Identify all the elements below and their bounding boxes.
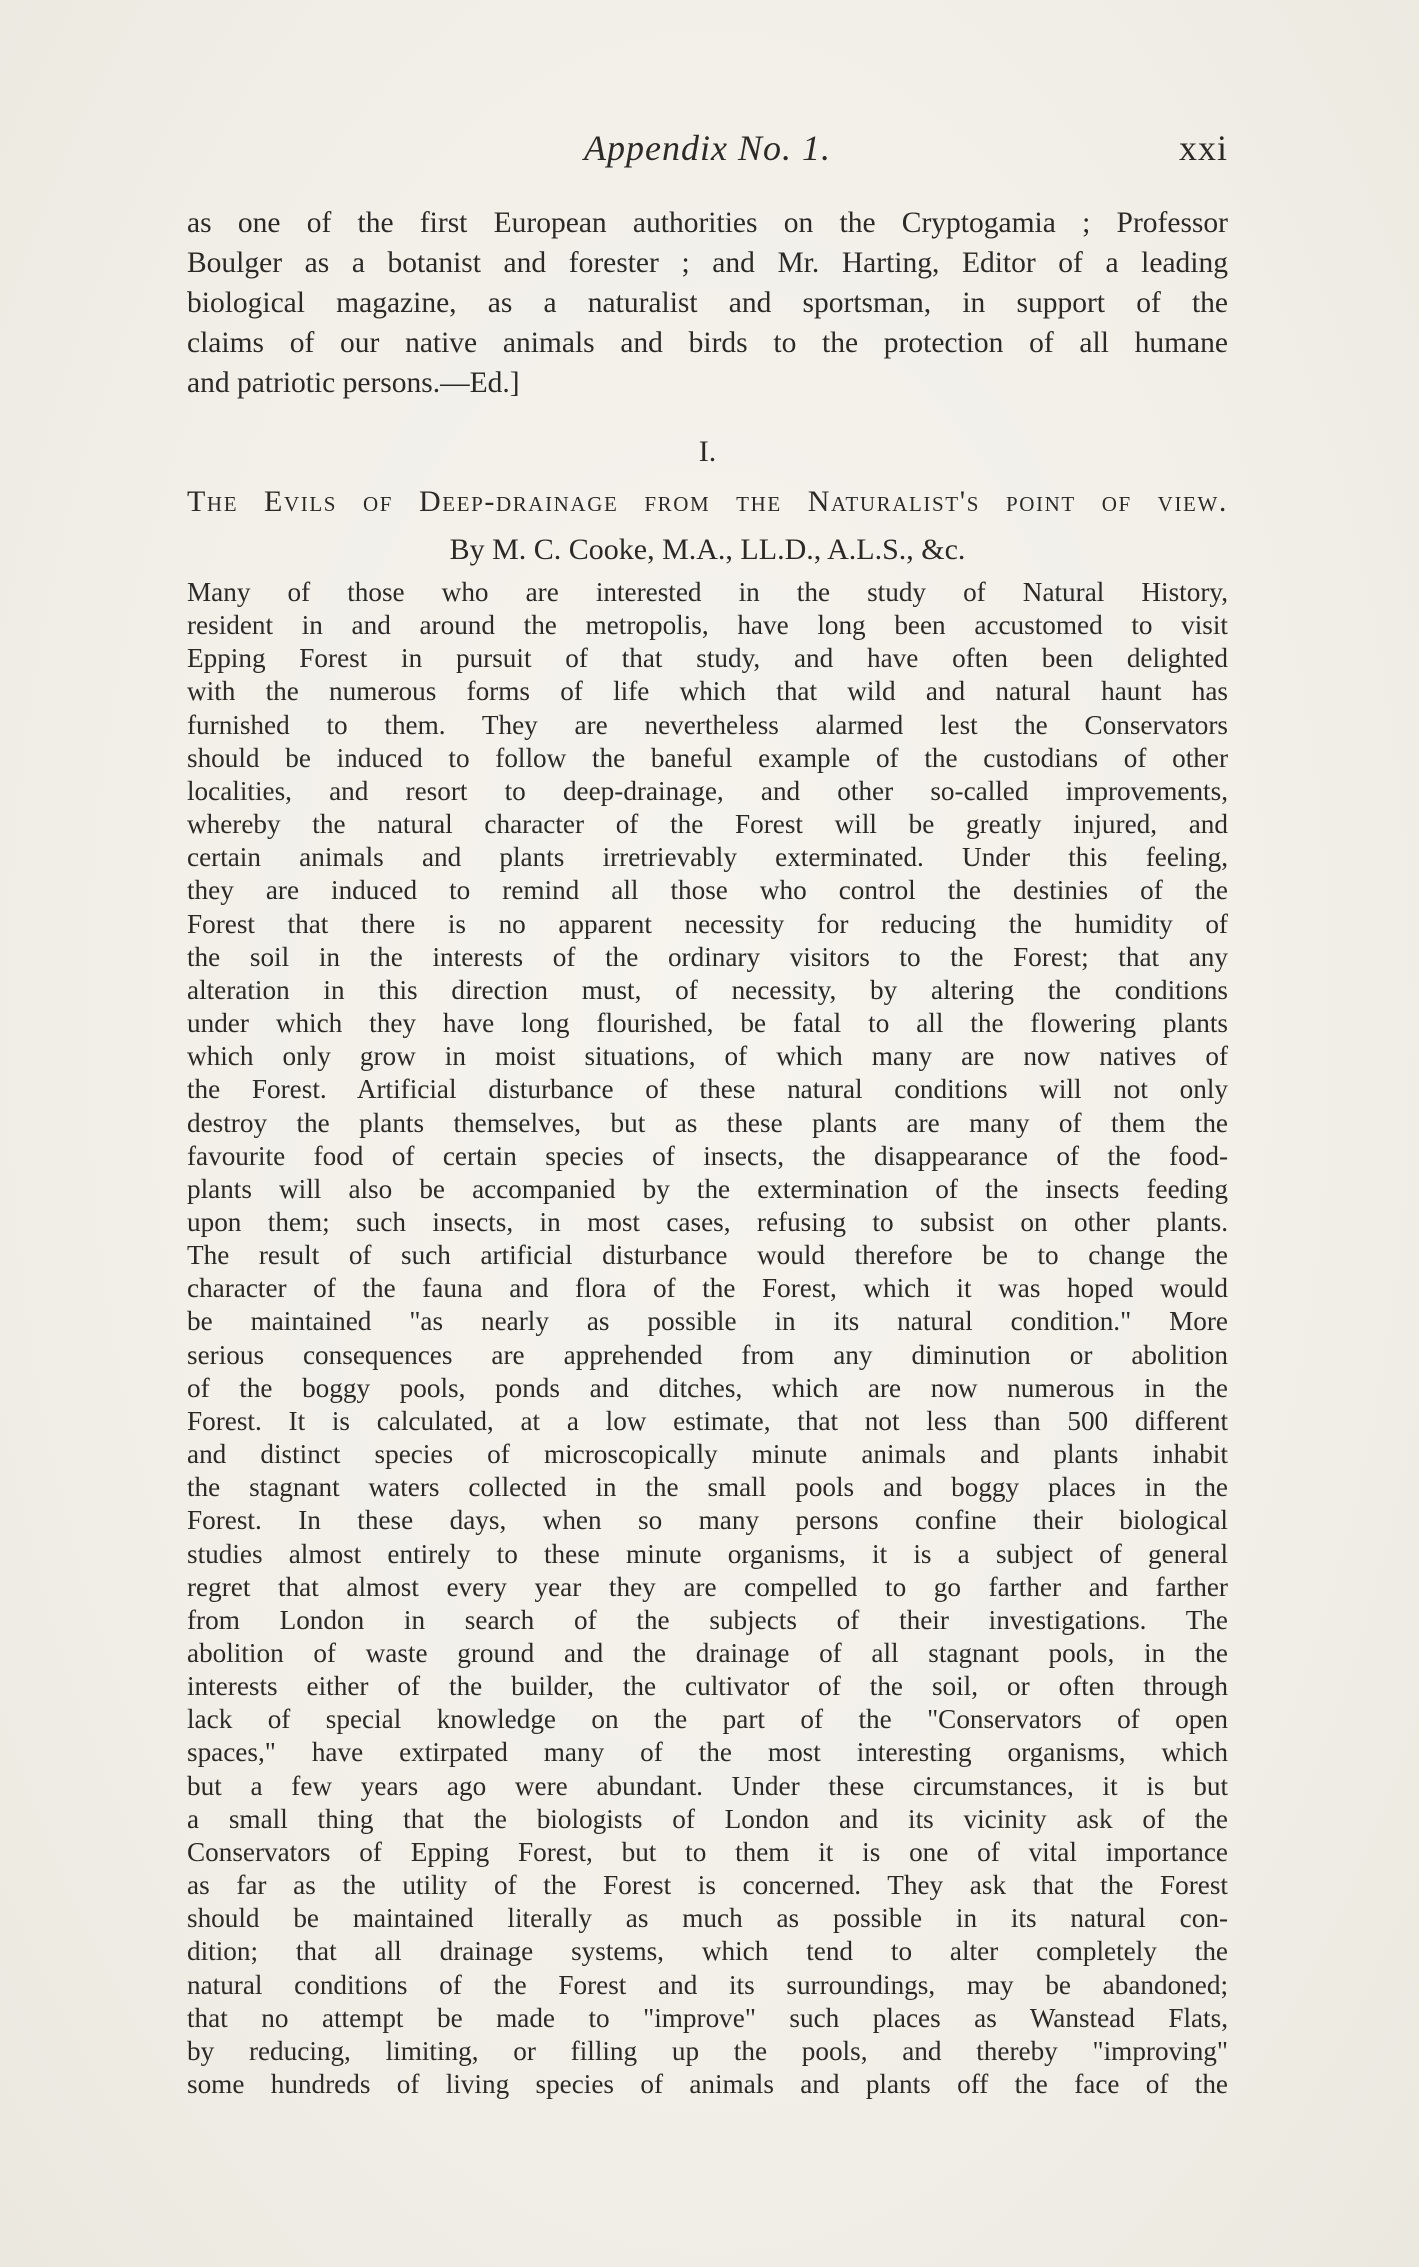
body-line: by reducing, limiting, or filling up the pools, and thereby "improving" <box>187 2035 1228 2066</box>
body-line: furnished to them. They are nevertheless alarmed lest the Conservators <box>187 709 1228 740</box>
body-line: Conservators of Epping Forest, but to them it is one of vital importance <box>187 1836 1228 1867</box>
body-line: should be induced to follow the baneful example of the custodians of other <box>187 742 1228 773</box>
body-line: natural conditions of the Forest and its surroundings, may be abandoned; <box>187 1969 1228 2000</box>
body-line: should be maintained literally as much as possible in its natural con- <box>187 1903 1228 1934</box>
body-line: localities, and resort to deep-drainage, and other so-called improvements, <box>187 775 1228 806</box>
body-line: lack of special knowledge on the part of the "Conservators of open <box>187 1704 1228 1735</box>
body-line: destroy the plants themselves, but as these plants are many of them the <box>187 1107 1228 1138</box>
intro-paragraph <box>187 203 1228 403</box>
body-line: Forest that there is no apparent necessity for reducing the humidity of <box>187 908 1228 939</box>
body-line: character of the fauna and flora of the Forest, which it was hoped would <box>187 1273 1228 1304</box>
running-title: Appendix No. 1. <box>584 128 831 168</box>
body-line: but a few years ago were abundant. Under these circumstances, it is but <box>187 1770 1228 1801</box>
body-line: and distinct species of microscopically minute animals and plants inhabit <box>187 1439 1228 1470</box>
body-line: whereby the natural character of the Forest will be greatly injured, and <box>187 809 1228 840</box>
body-line: favourite food of certain species of insects, the disappearance of the food- <box>187 1140 1228 1171</box>
body-line: with the numerous forms of life which that wild and natural haunt has <box>187 676 1228 707</box>
body-line: Epping Forest in pursuit of that study, and have often been delighted <box>187 643 1228 674</box>
body-line: studies almost entirely to these minute organisms, it is a subject of general <box>187 1538 1228 1569</box>
body-line: The result of such artificial disturbance would therefore be to change the <box>187 1240 1228 1271</box>
body-line: alteration in this direction must, of necessity, by altering the conditions <box>187 974 1228 1005</box>
body-line: a small thing that the biologists of London and its vicinity ask of the <box>187 1803 1228 1834</box>
intro-line: biological magazine, as a naturalist and sportsman, in support of the <box>187 287 1228 319</box>
body-line: the stagnant waters collected in the small pools and boggy places in the <box>187 1472 1228 1503</box>
page-header <box>187 118 1228 178</box>
section-number: I. <box>698 435 717 468</box>
intro-line: Boulger as a botanist and forester ; and Mr. Harting, Editor of a leading <box>187 247 1228 279</box>
body-line: the Forest. Artificial disturbance of these natural conditions will not only <box>187 1074 1228 1105</box>
body-line: Forest. In these days, when so many persons confine their biological <box>187 1505 1228 1536</box>
body-line: interests either of the builder, the cultivator of the soil, or often through <box>187 1671 1228 1702</box>
intro-line: and patriotic persons.—Ed.] <box>187 367 520 399</box>
intro-line: claims of our native animals and birds to the protection of all humane <box>187 327 1228 359</box>
intro-line: as one of the first European authorities on the Cryptogamia ; Professor <box>187 207 1228 239</box>
body-line: regret that almost every year they are compelled to go farther and farther <box>187 1571 1228 1602</box>
body-line: upon them; such insects, in most cases, refusing to subsist on other plants. <box>187 1206 1228 1237</box>
body-line: Forest. It is calculated, at a low estimate, that not less than 500 different <box>187 1405 1228 1436</box>
body-line: certain animals and plants irretrievably exterminated. Under this feeling, <box>187 842 1228 873</box>
body-line: as far as the utility of the Forest is concerned. They ask that the Forest <box>187 1870 1228 1901</box>
body-line: which only grow in moist situations, of which many are now natives of <box>187 1041 1228 1072</box>
body-line: dition; that all drainage systems, which tend to alter completely the <box>187 1936 1228 1967</box>
body-line: under which they have long flourished, be fatal to all the flowering plants <box>187 1008 1228 1039</box>
body-line: Many of those who are interested in the study of Natural History, <box>187 577 1228 607</box>
body-line: that no attempt be made to "improve" such places as Wanstead Flats, <box>187 2002 1228 2033</box>
body-paragraph <box>187 576 1228 2101</box>
body-line: abolition of waste ground and the drainage of all stagnant pools, in the <box>187 1638 1228 1668</box>
body-line: serious consequences are apprehended from any diminution or abolition <box>187 1339 1228 1370</box>
byline: By M. C. Cooke, M.A., LL.D., A.L.S., &c. <box>449 533 966 566</box>
body-line: resident in and around the metropolis, have long been accustomed to visit <box>187 610 1228 641</box>
body-line: of the boggy pools, ponds and ditches, which are now numerous in the <box>187 1372 1228 1403</box>
section-title: The Evils of Deep-drainage from the Naturalist's point of view. <box>187 485 1228 518</box>
body-line: they are induced to remind all those who control the destinies of the <box>187 875 1228 906</box>
body-line: some hundreds of living species of animals and plants off the face of the <box>187 2069 1228 2100</box>
body-line: plants will also be accompanied by the extermination of the insects feeding <box>187 1173 1228 1204</box>
body-line: from London in search of the subjects of their investigations. The <box>187 1604 1228 1635</box>
body-line: the soil in the interests of the ordinary visitors to the Forest; that any <box>187 941 1228 972</box>
page-number: xxi <box>1178 128 1228 168</box>
body-line: be maintained "as nearly as possible in its natural condition." More <box>187 1306 1228 1337</box>
body-line: spaces," have extirpated many of the most interesting organisms, which <box>187 1737 1228 1768</box>
